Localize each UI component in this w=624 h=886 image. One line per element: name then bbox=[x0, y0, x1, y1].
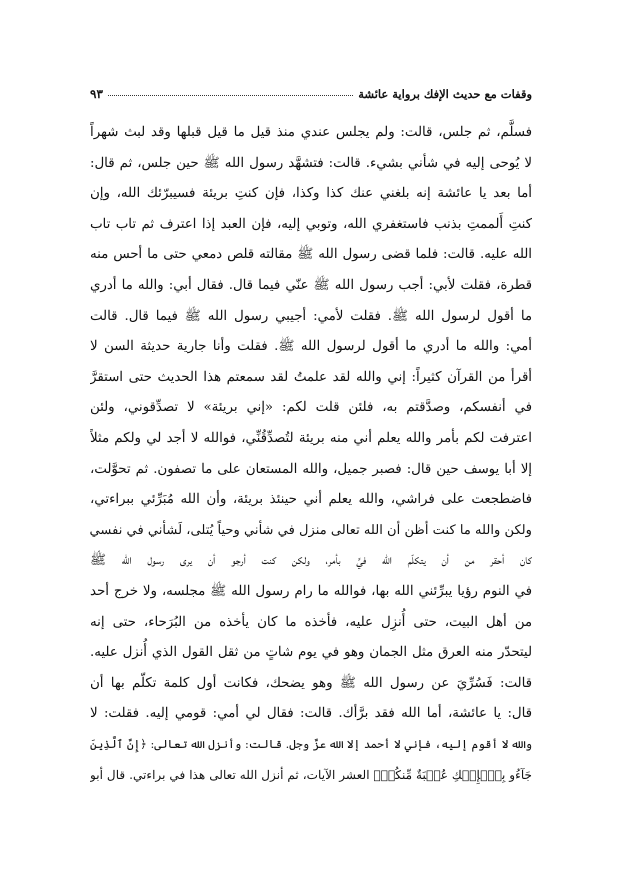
text-line: في أنفسكم، وصدَّقتم به، فلئن قلت لكم: «إني بريئة» لا تصدِّقوني، ولئن bbox=[90, 400, 532, 416]
text-line: أقرأ من القرآن كثيراً: إني والله لقد علمتُ لقد سمعتم هذا الحديث حتى استقرَّ bbox=[90, 369, 532, 385]
text-line: جَآءُو بِٱلۡإِفۡكِ عُصۡبَةٌ مِّنكُمۡ﴾ العشر الآيات، ثم أنزل الله تعالى هذا في براءتي. قال أبو bbox=[90, 768, 532, 783]
text-line: ليتحدّر منه العرق مثل الجمان وهو في يوم شاتٍ من ثقل القول الذي أُنزل عليه. bbox=[90, 645, 532, 661]
text-line: الله عليه. قالت: فلما قضى رسول الله ﷺ مقالته قلص دمعي حتى ما أحس منه bbox=[90, 247, 532, 263]
text-line: قالت: فَسُرِّيَ عن رسول الله ﷺ وهو يضحك، فكانت أول كلمة تكلّم بها أن bbox=[90, 675, 532, 691]
text-line: كان أحقر من أن يتكلّم الله فيَّ بأمر، ولكن كنت أرجو أن يرى رسول الله ﷺ bbox=[90, 553, 532, 569]
text-line: في النوم رؤيا يبرِّئني الله بها، فوالله ما رام رسول الله ﷺ مجلسه، ولا خرج أحد bbox=[90, 583, 532, 599]
page-number: ٩٣ bbox=[90, 87, 103, 101]
text-line: كنتِ أَلممتِ بذنب فاستغفري الله، وتوبي إليه، فإن العبد إذا اعترف ثم تاب تاب bbox=[90, 216, 532, 232]
text-line: قطرة، فقلت لأبي: أجب رسول الله ﷺ عنّي فيما قال. فقال أبي: والله ما أدري bbox=[90, 277, 532, 293]
text-line: لا يُوحى إليه في شأني بشيء. قالت: فتشهَّد رسول الله ﷺ حين جلس، ثم قال: bbox=[90, 155, 532, 171]
text-line: أما بعد يا عائشة إنه بلغني عنك كذا وكذا، فإن كنتِ بريئة فسيبرّئك الله، وإن bbox=[90, 186, 532, 202]
text-line: قال: يا عائشة، أما الله فقد برَّأك. قالت: فقال لي أمي: قومي إليه. فقلت: لا bbox=[90, 706, 532, 722]
text-line: ما أقول لرسول الله ﷺ. فقلت لأمي: أجيبي رسول الله ﷺ فيما قال. قالت bbox=[90, 308, 532, 324]
text-line: ولكن والله ما كنت أظن أن الله تعالى منزل في شأني وحياً يُتلى، لَشأني في نفسي bbox=[90, 522, 532, 538]
text-line: والله لا أقوم إليه، فإني لا أحمد إلا الله عزَّ وجل. قالت: وأنزل الله تعالى: ﴿إِنَّ ٱلَّذِينَ bbox=[90, 737, 532, 751]
text-line: أمي: والله ما أدري ما أقول لرسول الله ﷺ. فقلت وأنا جارية حديثة السن لا bbox=[90, 339, 532, 355]
running-header bbox=[90, 79, 532, 101]
text-line: من أهل البيت، حتى أُنزِل عليه، فأخذه ما كان يأخذه من البُرَحاء، حتى إنه bbox=[90, 614, 532, 630]
running-title: وقفات مع حديث الإفك برواية عائشة bbox=[358, 87, 532, 101]
text-line: فسلَّم، ثم جلس، قالت: ولم يجلس عندي منذ قيل ما قيل قبلها وقد لبث شهراً bbox=[90, 125, 532, 140]
body-text bbox=[90, 118, 532, 791]
dot-leader bbox=[108, 95, 353, 96]
text-line: إلا أبا يوسف حين قال: فصبر جميل، والله المستعان على ما تصفون. ثم تحوَّلت، bbox=[90, 461, 532, 477]
text-line: اعترفت لكم بأمر والله يعلم أني منه بريئة لتُصدِّقُنِّي، فوالله لا أجد لي ولكم مثلاً bbox=[90, 430, 532, 446]
text-line: فاضطجعت على فراشي، والله يعلم أني حينئذ بريئة، وأن الله مُبَرِّئي ببراءتي، bbox=[90, 492, 532, 508]
